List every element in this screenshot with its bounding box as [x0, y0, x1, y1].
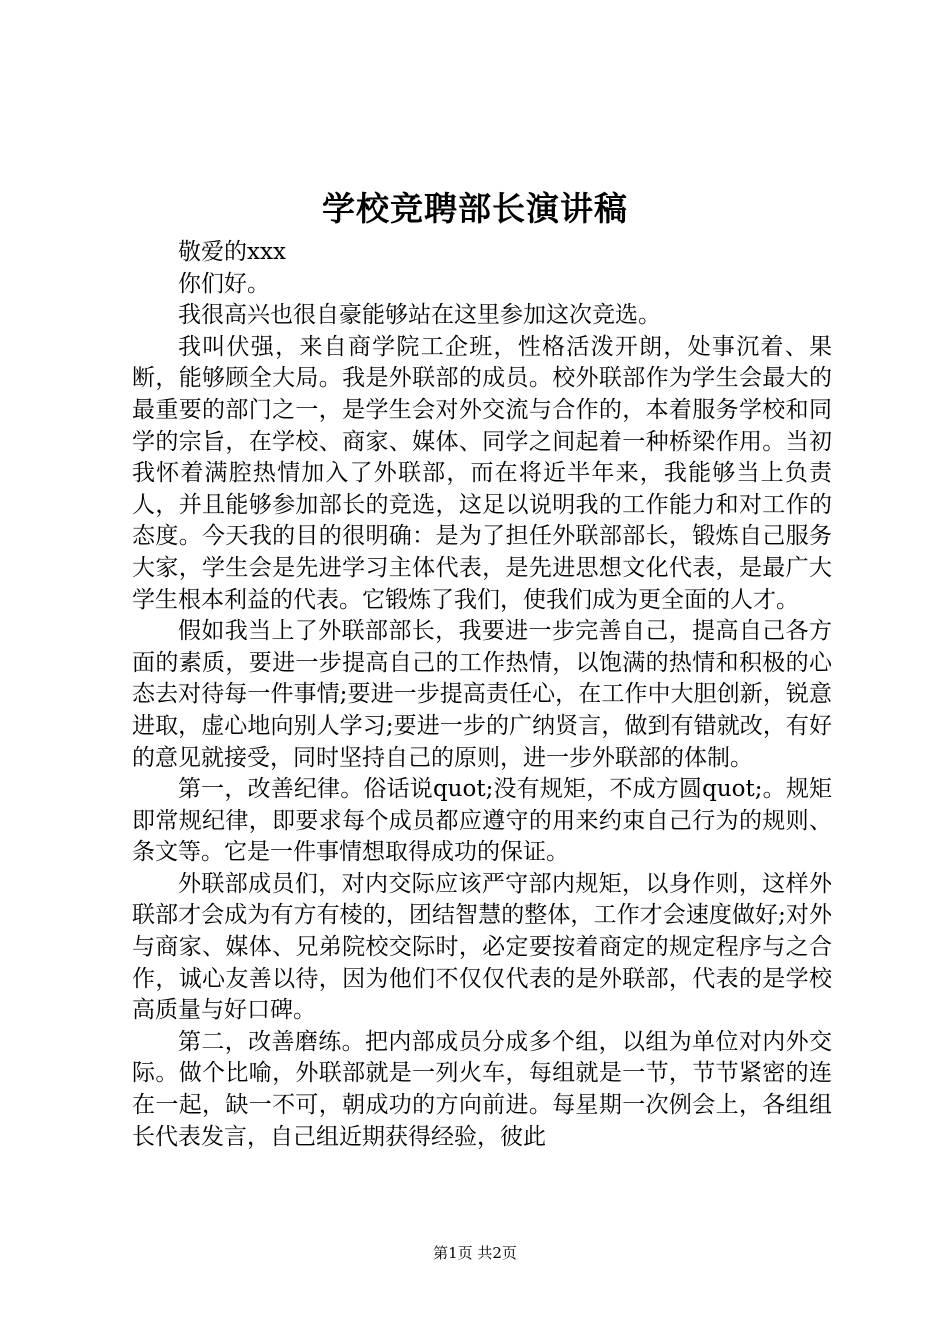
paragraph: 第一，改善纪律。俗话说quot;没有规矩，不成方圆quot;。规矩即常规纪律，即要求每个成员都应遵守的用来约束自己行为的规则、条文等。它是一件事情想取得成功的保证。: [132, 776, 832, 866]
page-footer: 第1页 共2页: [433, 1244, 517, 1262]
document-title: 学校竞聘部长演讲稿: [322, 189, 628, 228]
paragraph: 假如我当上了外联部部长，我要进一步完善自己，提高自己各方面的素质，要进一步提高自己的工作热情，以饱满的热情和积极的心态去对待每一件事情;要进一步提高责任心，在工作中大胆创新，锐意进取，虚心地向别人学习;要进一步的广纳贤言，做到有错就改，有好的意见就接受，同时坚持自己的原则，进一步外联部的体制。: [132, 618, 832, 771]
paragraph: 外联部成员们，对内交际应该严守部内规矩，以身作则，这样外联部才会成为有方有棱的，团结智慧的整体，工作才会速度做好;对外与商家、媒体、兄弟院校交际时，必定要按着商定的规定程序与之合作，诚心友善以待，因为他们不仅仅代表的是外联部，代表的是学校高质量与好口碑。: [132, 870, 832, 1024]
salutation: 敬爱的xxx: [178, 239, 286, 265]
document-body: [132, 237, 832, 1153]
paragraph: 第二，改善磨练。把内部成员分成多个组，以组为单位对内外交际。做个比喻，外联部就是一列火车，每组就是一节，节节紧密的连在一起，缺一不可，朝成功的方向前进。每星期一次例会上，各组组长代表发言，自己组近期获得经验，彼此: [132, 1028, 832, 1150]
greeting: 你们好。: [178, 270, 270, 297]
paragraph: 我叫伏强，来自商学院工企班，性格活泼开朗，处事沉着、果断，能够顾全大局。我是外联部的成员。校外联部作为学生会最大的最重要的部门之一，是学生会对外交流与合作的，本着服务学校和同学的宗旨，在学校、商家、媒体、同学之间起着一种桥梁作用。当初我怀着满腔热情加入了外联部，而在将近半年来，我能够当上负责人，并且能够参加部长的竞选，这足以说明我的工作能力和对工作的态度。今天我的目的很明确：是为了担任外联部部长，锻炼自己服务大家，学生会是先进学习主体代表，是先进思想文化代表，是最广大学生根本利益的代表。它锻炼了我们，使我们成为更全面的人才。: [132, 333, 832, 613]
paragraph: 我很高兴也很自豪能够站在这里参加这次竞选。: [178, 302, 661, 329]
